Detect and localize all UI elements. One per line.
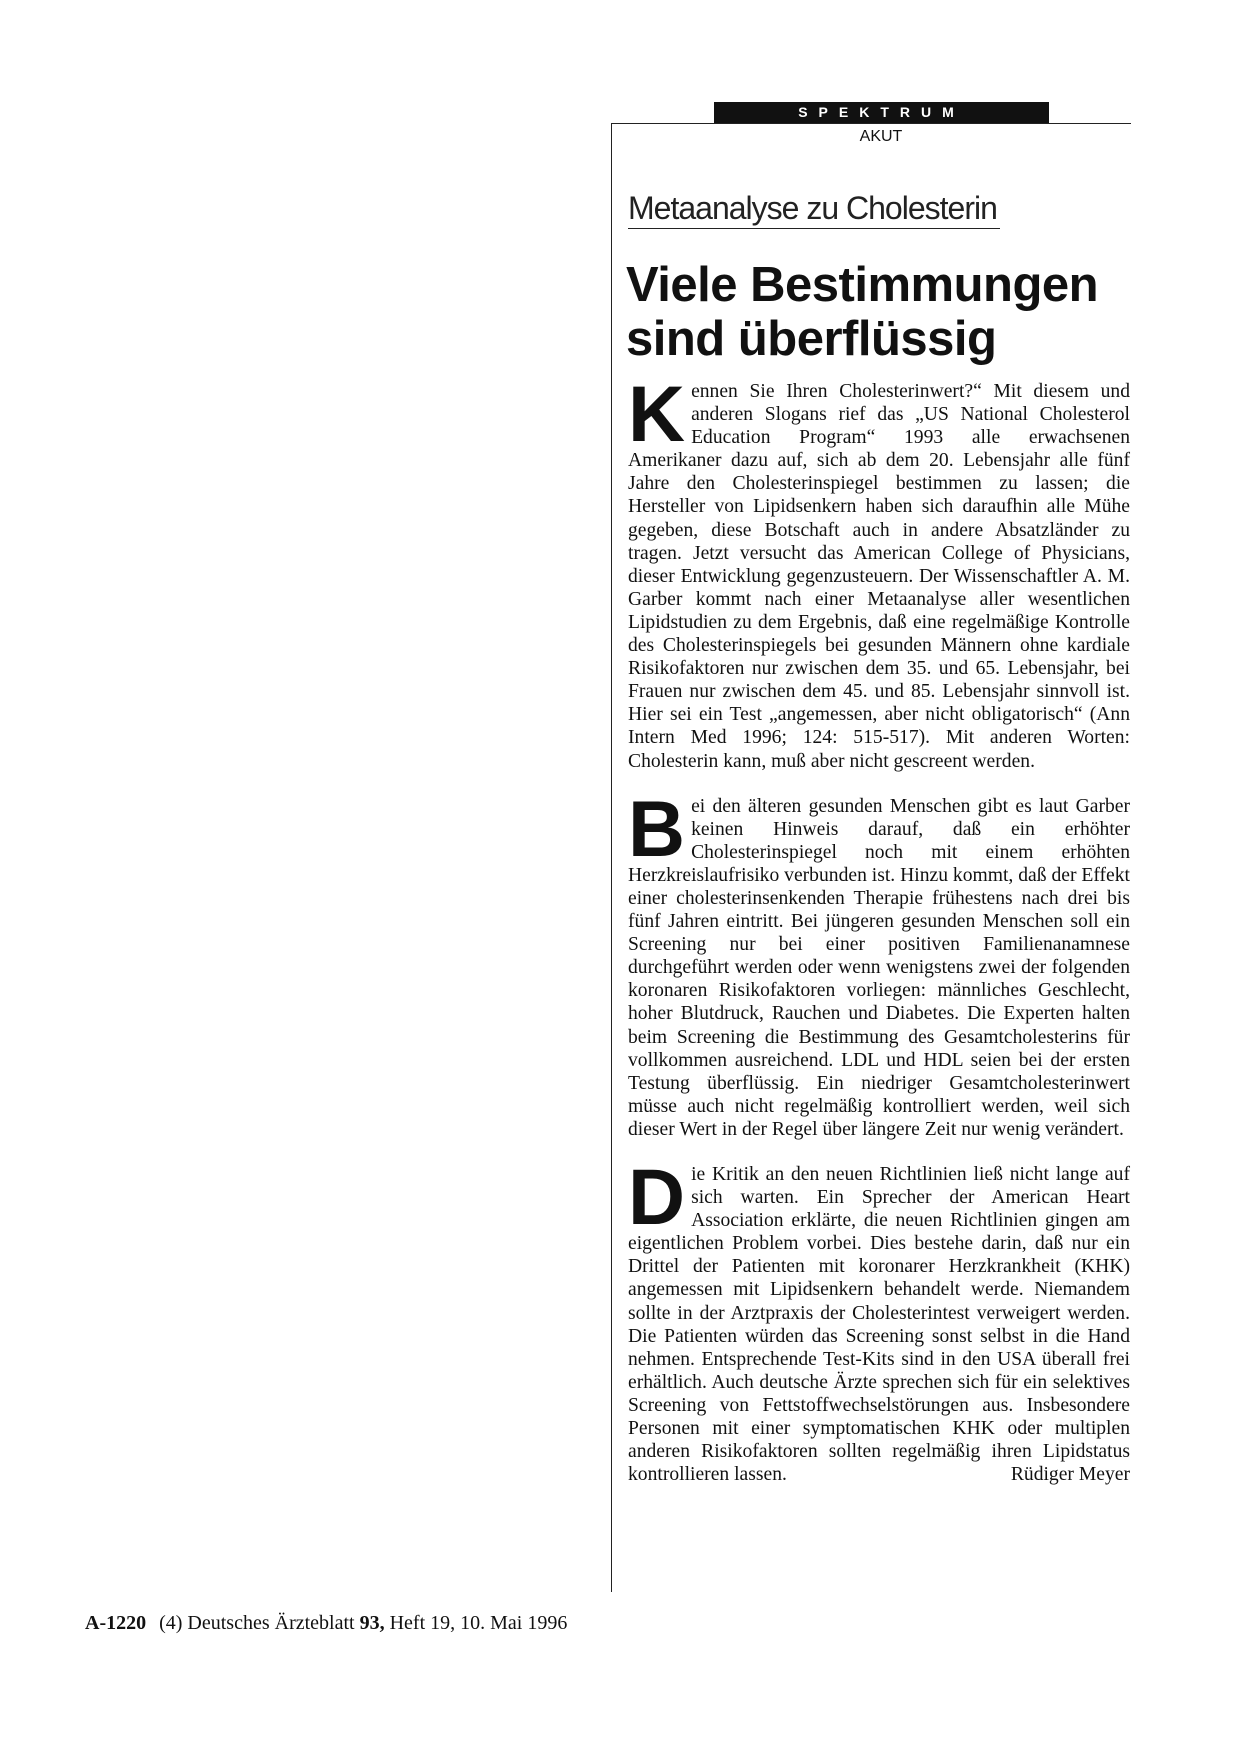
article-kicker: Metaanalyse zu Cholesterin <box>628 190 1000 229</box>
paragraph-1 <box>628 369 1130 773</box>
issue-suffix: Heft 19, 10. Mai 1996 <box>389 1612 568 1634</box>
paragraph-3-text: ie Kritik an den neuen Richtlinien ließ nicht lange auf sich warten. Ein Sprecher der American Heart Association erklärte, die neuen Richtlinien gingen am eigentlichen Problem vorbei. Dies bestehe darin, daß nur ein Drittel der Patienten mit koronarer Herzkrankheit (KHK) angemessen mit Lipidsenkern behandelt werde. Niemandem sollte in der Arztpraxis der Cholesterintest verweigert werden. Die Patienten würden das Screening sonst selbst in die Hand nehmen. Entsprechende Test-Kits sind in den USA überall frei erhältlich. Auch deutsche Ärzte sprechen sich für ein selektives Screening von Fettstoffwechselstörungen aus. Insbesondere Personen mit einer symptomatischen KHK oder multiplen anderen Risikofaktoren sollten regelmäßig ihren Lipidstatus kontrollieren lassen. <box>628 1164 1130 1486</box>
dropcap-1: K <box>628 369 686 458</box>
issue-prefix: (4) Deutsches Ärzteblatt <box>159 1612 355 1634</box>
section-header: SPEKTRUM <box>714 102 1049 123</box>
subsection-label: AKUT <box>859 128 903 145</box>
paragraph-2 <box>628 783 1130 1141</box>
headline-line-2: sind überflüssig <box>626 312 997 366</box>
header-rule <box>611 123 1131 124</box>
paragraph-1-text: ennen Sie Ihren Cholesterinwert?“ Mit diesem und anderen Slogans rief das „US National Cholesterol Education Program“ 1993 alle erwachsenen Amerikaner dazu auf, sich ab dem 20. Lebensjahr alle fünf Jahre den Cholesterinspiegel bestimmen zu lassen; die Hersteller von Lipidsenkern haben sich daraufhin alle Mühe gegeben, diese Botschaft auch in andere Absatzländer zu tragen. Jetzt versucht das American College of Physicians, dieser Entwicklung gegenzusteuern. Der Wissenschaftler A. M. Garber kommt nach einer Metaanalyse aller wesentlichen Lipidstudien zu dem Ergebnis, daß eine regelmäßige Kontrolle des Cholesterinspiegels bei gesunden Männern ohne kardiale Risikofaktoren nur zwischen dem 35. und 65. Lebensjahr, bei Frauen nur zwischen dem 45. und 85. Lebensjahr sinnvoll ist. Hier sei ein Test „angemessen, aber nicht obligatorisch“ (Ann Intern Med 1996; 124: 515-517). Mit anderen Worten: Cholesterin kann, muß aber nicht gescreent werden. <box>628 381 1130 772</box>
author-name: Rüdiger Meyer <box>1010 1464 1130 1486</box>
article-body <box>628 369 1130 1508</box>
column-rule <box>611 124 612 1592</box>
dropcap-3: D <box>628 1152 686 1241</box>
page-number: A-1220 <box>85 1612 147 1634</box>
article-headline <box>626 258 1146 366</box>
volume-number: 93, <box>359 1612 385 1634</box>
paragraph-2-text: ei den älteren gesunden Menschen gibt es laut Garber keinen Hinweis darauf, daß ein erhöhter Cholesterinspiegel noch mit einem erhöhten Herzkreislaufrisiko verbunden ist. Hinzu kommt, daß der Effekt einer cholesterinsenkenden Therapie frühestens nach drei bis fünf Jahren eintritt. Bei jüngeren gesunden Menschen soll ein Screening nur bei einer positiven Familienanamnese durchgeführt werden oder wenn wenigstens zwei der folgenden koronaren Risikofaktoren vorliegen: männliches Geschlecht, hoher Blutdruck, Rauchen und Diabetes. Die Experten halten beim Screening die Bestimmung des Gesamtcholesterins für vollkommen ausreichend. LDL und HDL seien bei der ersten Testung überflüssig. Ein niedriger Gesamtcholesterinwert müsse auch nicht regelmäßig kontrolliert werden, weil sich dieser Wert in der Regel über längere Zeit nur wenig verändert. <box>628 795 1130 1140</box>
dropcap-2: B <box>628 783 686 873</box>
paragraph-3 <box>628 1152 1130 1486</box>
headline-line-1: Viele Bestimmungen <box>626 258 1099 312</box>
page-footer <box>85 1612 567 1635</box>
